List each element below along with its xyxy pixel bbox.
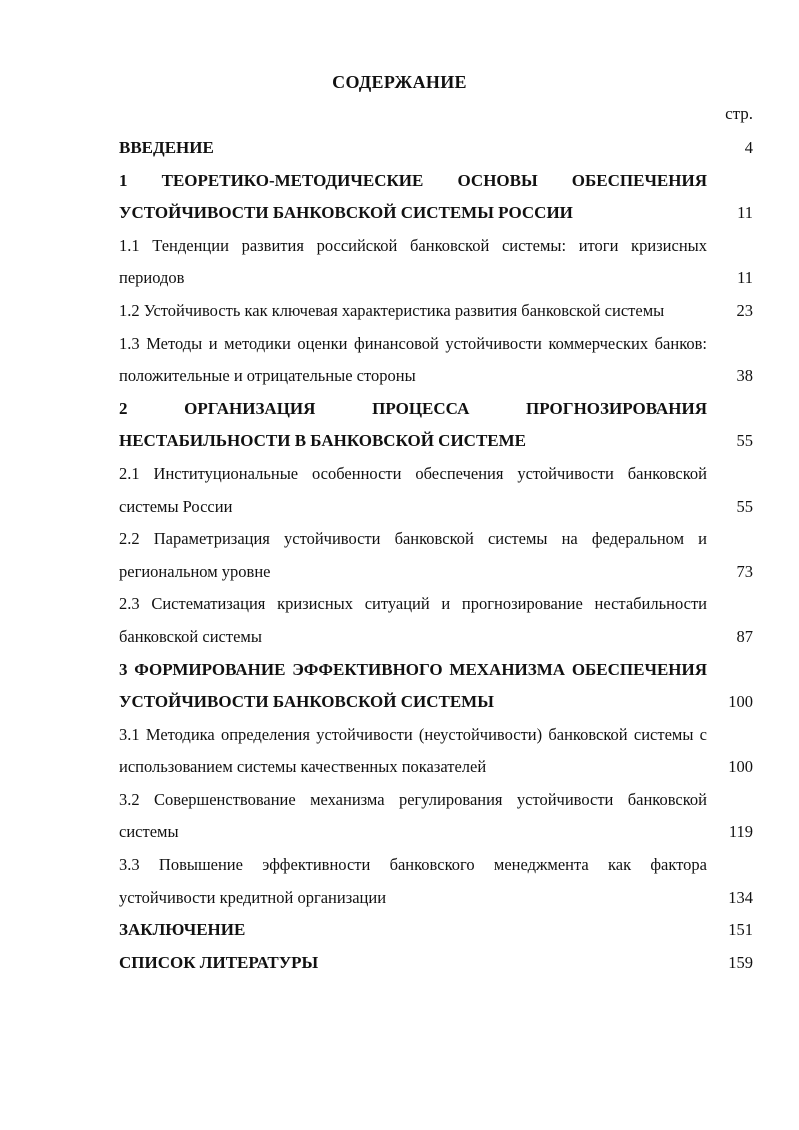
- toc-entry-page: 11: [737, 268, 753, 288]
- toc-entry-section-2-3[interactable]: [119, 588, 753, 653]
- page-title: СОДЕРЖАНИЕ: [332, 72, 467, 92]
- toc-entry-section-1-1[interactable]: [119, 230, 753, 295]
- toc-entry-page: 87: [736, 626, 753, 646]
- toc-entry-page: 55: [736, 496, 753, 516]
- toc-entry-introduction[interactable]: [119, 132, 753, 165]
- page-column-label: стр.: [725, 104, 753, 123]
- toc-entry-page: 38: [736, 366, 753, 386]
- toc-entry-chapter-3[interactable]: [119, 654, 753, 719]
- toc-entry-page: 23: [736, 300, 753, 320]
- toc-entry-text: 3.3 Повышение эффективности банковского менеджмента как фактора устойчивости кредитной организации: [119, 855, 707, 907]
- toc-entry-page: 55: [736, 431, 753, 451]
- toc-entry-page: 100: [728, 692, 753, 712]
- toc-entry-page: 4: [744, 138, 753, 157]
- toc-entry-page: 100: [728, 757, 753, 777]
- toc-entry-section-2-2[interactable]: [119, 523, 753, 588]
- toc-entry-page: 159: [728, 952, 753, 972]
- toc-entry-text: 1.3 Методы и методики оценки финансовой устойчивости коммерческих банков: положительные и отрицательные стороны: [119, 333, 707, 386]
- toc-entry-text: 1 ТЕОРЕТИКО-МЕТОДИЧЕСКИЕ ОСНОВЫ ОБЕСПЕЧЕНИЯ УСТОЙЧИВОСТИ БАНКОВСКОЙ СИСТЕМЫ РОССИИ: [119, 170, 707, 223]
- toc-entry-page: 151: [728, 920, 753, 940]
- toc-entry-references[interactable]: [119, 947, 753, 980]
- toc-entry-text: 2.2 Параметризация устойчивости банковской системы на федеральном и региональном уровне: [119, 529, 707, 581]
- toc-entry-chapter-2[interactable]: [119, 393, 753, 458]
- toc-entry-text: 1.2 Устойчивость как ключевая характеристика развития банковской системы: [119, 300, 665, 320]
- toc-entry-section-2-1[interactable]: [119, 458, 753, 523]
- toc-entry-section-1-3[interactable]: [119, 328, 753, 393]
- toc-entry-section-3-2[interactable]: [119, 784, 753, 849]
- toc-entry-text: 2.3 Систематизация кризисных ситуаций и прогнозирование нестабильности банковской системы: [119, 594, 707, 646]
- toc-entry-page: 11: [737, 203, 753, 223]
- toc-entry-text: ЗАКЛЮЧЕНИЕ: [119, 920, 246, 940]
- toc-entry-text: 1.1 Тенденции развития российской банковской системы: итоги кризисных периодов: [119, 235, 707, 288]
- toc-entry-text: СПИСОК ЛИТЕРАТУРЫ: [119, 952, 319, 972]
- toc-entry-section-3-1[interactable]: [119, 719, 753, 784]
- toc-entry-page: 119: [728, 822, 753, 842]
- toc-entry-conclusion[interactable]: [119, 914, 753, 947]
- toc-entry-section-3-3[interactable]: [119, 849, 753, 914]
- toc-entry-text: 2 ОРГАНИЗАЦИЯ ПРОЦЕССА ПРОГНОЗИРОВАНИЯ НЕСТАБИЛЬНОСТИ В БАНКОВСКОЙ СИСТЕМЕ: [119, 398, 707, 451]
- toc-entry-text: 3 ФОРМИРОВАНИЕ ЭФФЕКТИВНОГО МЕХАНИЗМА ОБЕСПЕЧЕНИЯ УСТОЙЧИВОСТИ БАНКОВСКОЙ СИСТЕМЫ: [119, 659, 707, 712]
- toc-entry-page: 134: [728, 887, 753, 907]
- toc-entry-section-1-2[interactable]: [119, 295, 753, 328]
- toc-entry-text: ВВЕДЕНИЕ: [119, 138, 214, 157]
- toc-entry-text: 2.1 Институциональные особенности обеспечения устойчивости банковской системы России: [119, 463, 707, 516]
- table-of-contents: [119, 132, 753, 979]
- toc-entry-page: 73: [736, 561, 753, 581]
- toc-entry-text: 3.1 Методика определения устойчивости (неустойчивости) банковской системы с использованием системы качественных показателей: [119, 724, 707, 777]
- toc-entry-text: 3.2 Совершенствование механизма регулирования устойчивости банковской системы: [119, 789, 707, 842]
- toc-entry-chapter-1[interactable]: [119, 165, 753, 230]
